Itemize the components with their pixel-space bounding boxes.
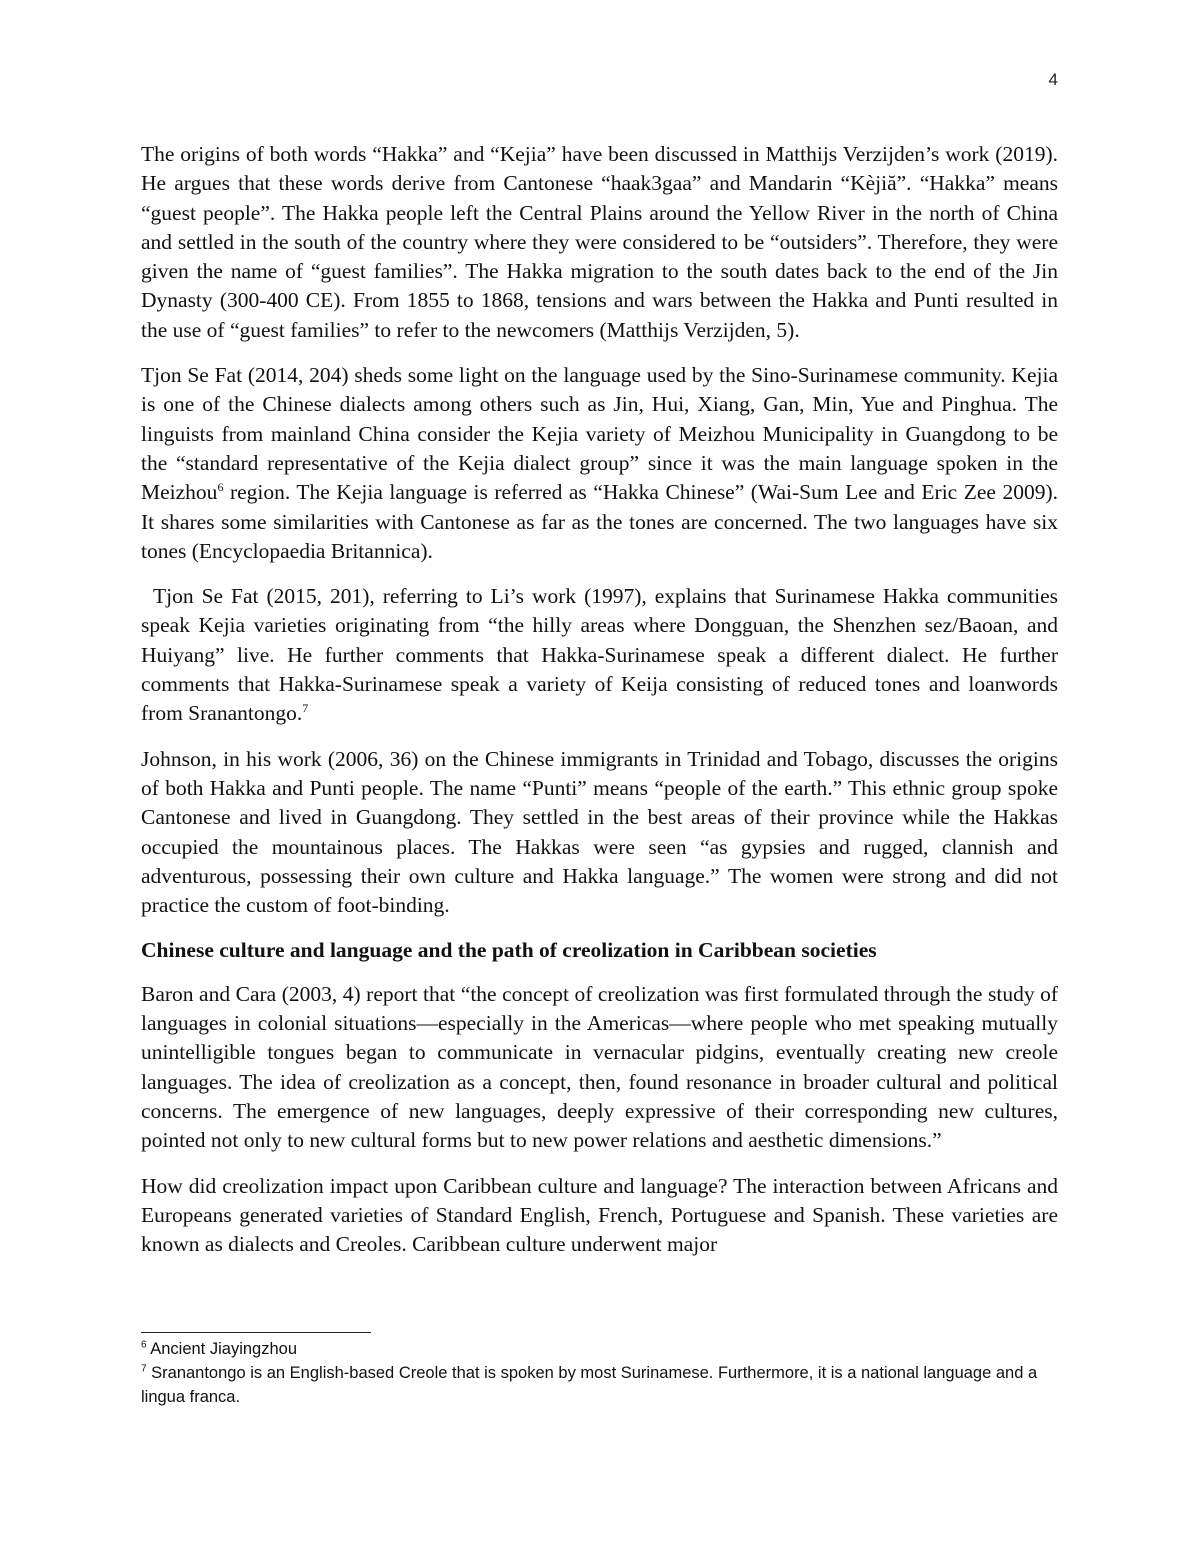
paragraph-baron-cara: Baron and Cara (2003, 4) report that “the concept of creolization was first formulated through the study of languages in colonial situations—especially in the Americas—where people who met speaking mutually unintelligible tongues began to communicate in vernacular pidgins, eventually creating new creole languages. The idea of creolization as a concept, then, found resonance in broader cultural and political concerns. The emergence of new languages, deeply expressive of their corresponding new cultures, pointed not only to new cultural forms but to new power relations and aesthetic dimensions.” [141,981,1058,1153]
footnote-6 [141,1337,1061,1361]
footnote-text: Sranantongo is an English-based Creole that is spoken by most Surinamese. Furthermore, it is a national language and a lingua franca. [141,1364,1038,1406]
body-text [141,140,1058,1275]
footnote-number: 7 [141,1363,147,1375]
page-number: 4 [1048,70,1058,89]
paragraph-johnson: Johnson, in his work (2006, 36) on the Chinese immigrants in Trinidad and Tobago, discusses the origins of both Hakka and Punti people. The name “Punti” means “people of the earth.” This ethnic group spoke Cantonese and lived in Guangdong. They settled in the best areas of their province while the Hakkas occupied the mountainous places. The Hakkas were seen “as gypsies and rugged, clannish and adventurous, possessing their own culture and Hakka language.” The women were strong and did not practice the custom of foot-binding. [141,746,1058,918]
section-heading: Chinese culture and language and the path of creolization in Caribbean societies [141,938,877,963]
footnote-number: 6 [141,1339,147,1351]
paragraph-text: Tjon Se Fat (2015, 201), referring to Li’s work (1997), explains that Surinamese Hakka communities speak Kejia varieties originating from “the hilly areas where Dongguan, the Shenzhen sez/Baoan, and Huiyang” live. He further comments that Hakka-Surinamese speak a different dialect. He further comments that Hakka-Surinamese speak a variety of Keija consisting of reduced tones and loanwords from Sranantongo. [141,584,1058,726]
footnote-ref-6[interactable]: 6 [217,480,224,495]
footnote-7 [141,1361,1061,1409]
footnote-text: Ancient Jiayingzhou [146,1340,297,1358]
paragraph-surinamese-hakka [141,582,1058,728]
paragraph-text: region. The Kejia language is referred as “Hakka Chinese” (Wai-Sum Lee and Eric Zee 2009). It shares some similarities with Cantonese as far as the tones are concerned. The two languages have six tones (Encyclopaedia Britannica). [141,480,1058,563]
footnote-divider [141,1332,371,1333]
footnotes [141,1337,1061,1409]
paragraph-creolization-impact: How did creolization impact upon Caribbean culture and language? The interaction between Africans and Europeans generated varieties of Standard English, French, Portuguese and Spanish. These varieties are known as dialects and Creoles. Caribbean culture underwent major [141,1173,1058,1257]
footnote-ref-7[interactable]: 7 [302,701,309,716]
paragraph-hakka-origins: The origins of both words “Hakka” and “Kejia” have been discussed in Matthijs Verzijden’s work (2019). He argues that these words derive from Cantonese “haak3gaa” and Mandarin “Kèjiă”. “Hakka” means “guest people”. The Hakka people left the Central Plains around the Yellow River in the north of China and settled in the south of the country where they were considered to be “outsiders”. Therefore, they were given the name of “guest families”. The Hakka migration to the south dates back to the end of the Jin Dynasty (300-400 CE). From 1855 to 1868, tensions and wars between the Hakka and Punti resulted in the use of “guest families” to refer to the newcomers (Matthijs Verzijden, 5). [141,142,1058,342]
paragraph-text: Tjon Se Fat (2014, 204) sheds some light on the language used by the Sino-Surinamese community. Kejia is one of the Chinese dialects among others such as Jin, Hui, Xiang, Gan, Min, Yue and Pinghua. The linguists from mainland China consider the Kejia variety of Meizhou Municipality in Guangdong to be the “standard representative of the Kejia dialect group” since it was the main language spoken in the Meizhou [141,363,1058,505]
paragraph-kejia-language [141,361,1058,566]
